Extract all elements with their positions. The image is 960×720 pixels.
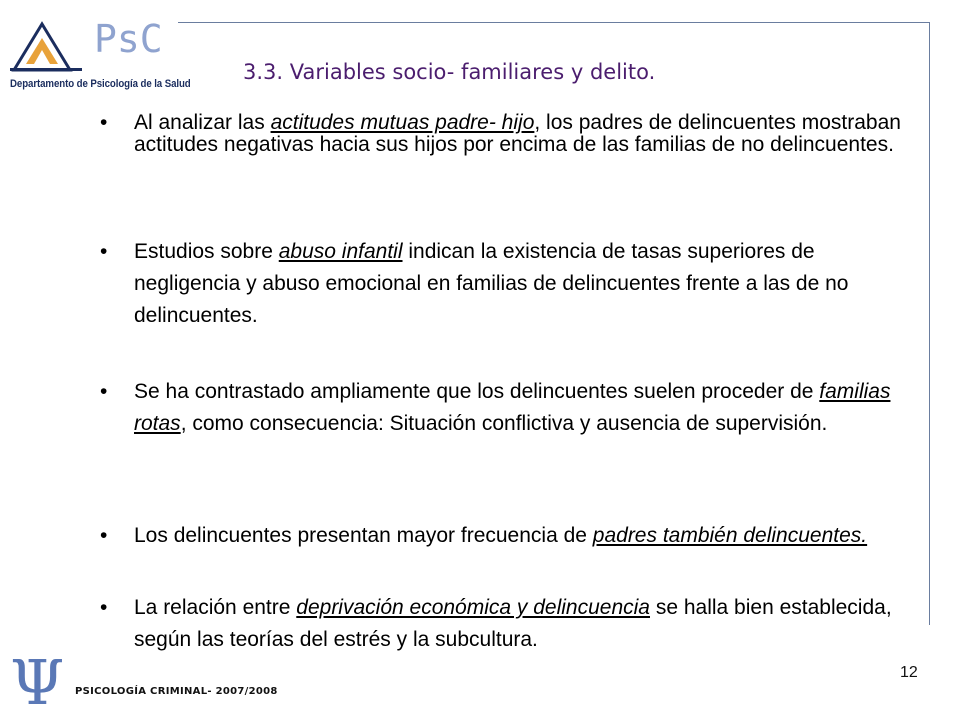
- bullet-text-emphasis: padres también delincuentes.: [592, 524, 868, 547]
- bullet-text-emphasis: familias rotas: [134, 380, 891, 435]
- bullet-text-plain: Al analizar las: [134, 111, 271, 134]
- bullet-marker: •: [100, 111, 108, 134]
- bullet-text-plain: se halla bien establecida, según las teorías del estrés y la subcultura.: [134, 596, 892, 651]
- psc-logo-icon: [8, 12, 168, 78]
- bullet-text: [134, 376, 904, 440]
- bullet-marker: •: [100, 524, 108, 547]
- bullet-text-emphasis: abuso infantil: [278, 240, 403, 263]
- psi-icon: Ψ: [10, 646, 65, 719]
- department-name: Departamento de Psicología de la Salud: [10, 78, 191, 90]
- bullet-text: [134, 236, 904, 332]
- bullet-text: [134, 520, 904, 552]
- bullet-text-plain: , los padres de delincuentes mostraban actitudes negativas hacia sus hijos por encima de las familias de no delincuentes.: [134, 111, 901, 156]
- bullet-marker: •: [100, 596, 108, 619]
- bullet-text-plain: indican la existencia de tasas superiores de negligencia y abuso emocional en familias de delincuentes frente a las de no delincuentes.: [134, 240, 849, 327]
- bullet-marker: •: [100, 380, 108, 403]
- slide-frame-right-border: [929, 22, 930, 625]
- department-logo: [8, 12, 238, 90]
- bullet-text-plain: , como consecuencia: Situación conflictiva y ausencia de supervisión.: [180, 412, 828, 435]
- logo-monogram: PsC: [94, 17, 163, 61]
- bullet-marker: •: [100, 240, 108, 263]
- bullet-text: [134, 112, 904, 156]
- slide-frame-top-border: [178, 22, 930, 23]
- bullet-text-plain: Estudios sobre: [134, 240, 279, 263]
- bullet-text-emphasis: deprivación económica y delincuencia: [296, 596, 650, 619]
- bullet-text-plain: Los delincuentes presentan mayor frecuencia de: [134, 524, 593, 547]
- bullet-text-plain: Se ha contrastado ampliamente que los delincuentes suelen proceder de: [134, 380, 820, 403]
- bullet-text: [134, 592, 904, 656]
- bullet-text-emphasis: actitudes mutuas padre- hijo: [270, 111, 535, 134]
- slide-title: 3.3. Variables socio- familiares y delito.: [243, 60, 656, 84]
- footer-course: PSICOLOGÍA CRIMINAL- 2007/2008: [75, 686, 278, 697]
- bullet-text-plain: La relación entre: [134, 596, 297, 619]
- page-number: 12: [900, 664, 918, 681]
